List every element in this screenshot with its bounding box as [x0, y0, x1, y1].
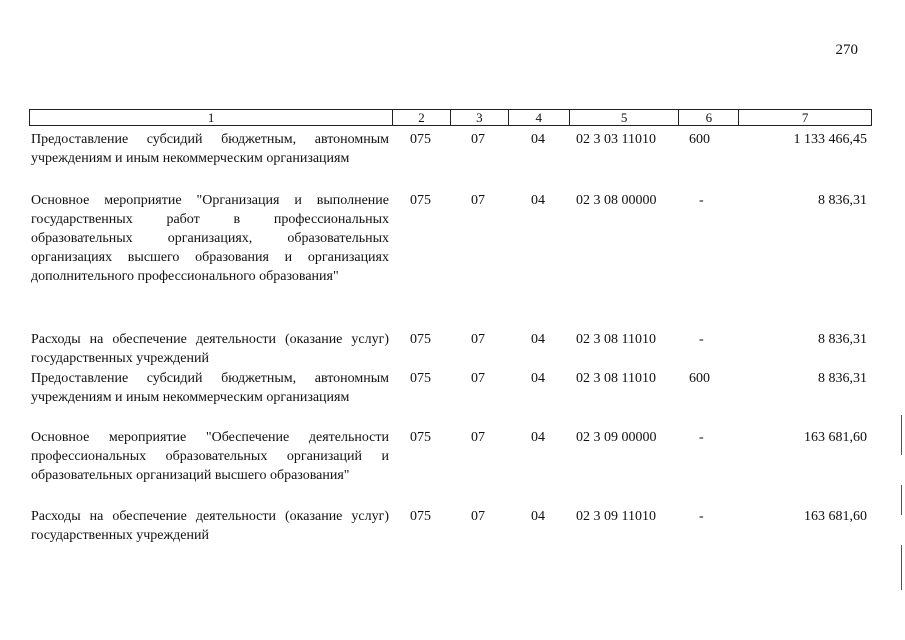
- scan-artifact: [901, 545, 902, 590]
- cell-ministry-code: 075: [410, 193, 431, 208]
- cell-section: 07: [471, 332, 485, 347]
- cell-expense-type: -: [699, 332, 704, 347]
- column-header-2: 2: [393, 110, 451, 125]
- cell-expense-type: -: [699, 430, 704, 445]
- cell-amount: 8 836,31: [818, 332, 867, 347]
- cell-section: 07: [471, 509, 485, 524]
- cell-expense-type: -: [699, 193, 704, 208]
- cell-amount: 163 681,60: [804, 430, 867, 445]
- cell-section: 07: [471, 371, 485, 386]
- cell-target-article: 02 3 08 00000: [576, 193, 657, 208]
- cell-ministry-code: 075: [410, 132, 431, 147]
- scan-artifact: [901, 485, 902, 515]
- cell-target-article: 02 3 09 11010: [576, 509, 656, 524]
- cell-amount: 8 836,31: [818, 193, 867, 208]
- cell-ministry-code: 075: [410, 371, 431, 386]
- cell-section: 07: [471, 132, 485, 147]
- column-header-3: 3: [451, 110, 509, 125]
- cell-ministry-code: 075: [410, 509, 431, 524]
- cell-section: 07: [471, 193, 485, 208]
- column-header-4: 4: [509, 110, 570, 125]
- cell-target-article: 02 3 08 11010: [576, 332, 656, 347]
- column-header-5: 5: [570, 110, 680, 125]
- cell-ministry-code: 075: [410, 430, 431, 445]
- cell-section: 07: [471, 430, 485, 445]
- cell-subsection: 04: [531, 332, 545, 347]
- cell-amount: 163 681,60: [804, 509, 867, 524]
- page-number: 270: [835, 42, 858, 58]
- cell-target-article: 02 3 03 11010: [576, 132, 656, 147]
- cell-expense-type: 600: [689, 371, 710, 386]
- column-header-6: 6: [679, 110, 739, 125]
- cell-target-article: 02 3 08 11010: [576, 371, 656, 386]
- table-header: [29, 109, 872, 126]
- cell-subsection: 04: [531, 509, 545, 524]
- cell-expense-type: -: [699, 509, 704, 524]
- row-description: Основное мероприятие "Обеспечение деятельности профессиональных образовательных организаций и образовательных организаций высшего образования": [31, 430, 389, 483]
- cell-expense-type: 600: [689, 132, 710, 147]
- cell-subsection: 04: [531, 193, 545, 208]
- cell-subsection: 04: [531, 132, 545, 147]
- row-description: Предоставление субсидий бюджетным, автономным учреждениям и иным некоммерческим организациям: [31, 371, 389, 405]
- cell-amount: 8 836,31: [818, 371, 867, 386]
- row-description: Предоставление субсидий бюджетным, автономным учреждениям и иным некоммерческим организациям: [31, 132, 389, 166]
- column-header-7: 7: [801, 110, 809, 125]
- column-header-1: 1: [30, 110, 393, 125]
- cell-subsection: 04: [531, 371, 545, 386]
- cell-ministry-code: 075: [410, 332, 431, 347]
- cell-target-article: 02 3 09 00000: [576, 430, 657, 445]
- cell-subsection: 04: [531, 430, 545, 445]
- row-description: Основное мероприятие "Организация и выполнение государственных работ в профессиональных образовательных организациях, образовательных организациях высшего образования и организациях дополнительного профессионального образования": [31, 193, 389, 284]
- cell-amount: 1 133 466,45: [793, 132, 867, 147]
- scan-artifact: [901, 415, 902, 455]
- row-description: Расходы на обеспечение деятельности (оказание услуг) государственных учреждений: [31, 332, 389, 366]
- row-description: Расходы на обеспечение деятельности (оказание услуг) государственных учреждений: [31, 509, 389, 543]
